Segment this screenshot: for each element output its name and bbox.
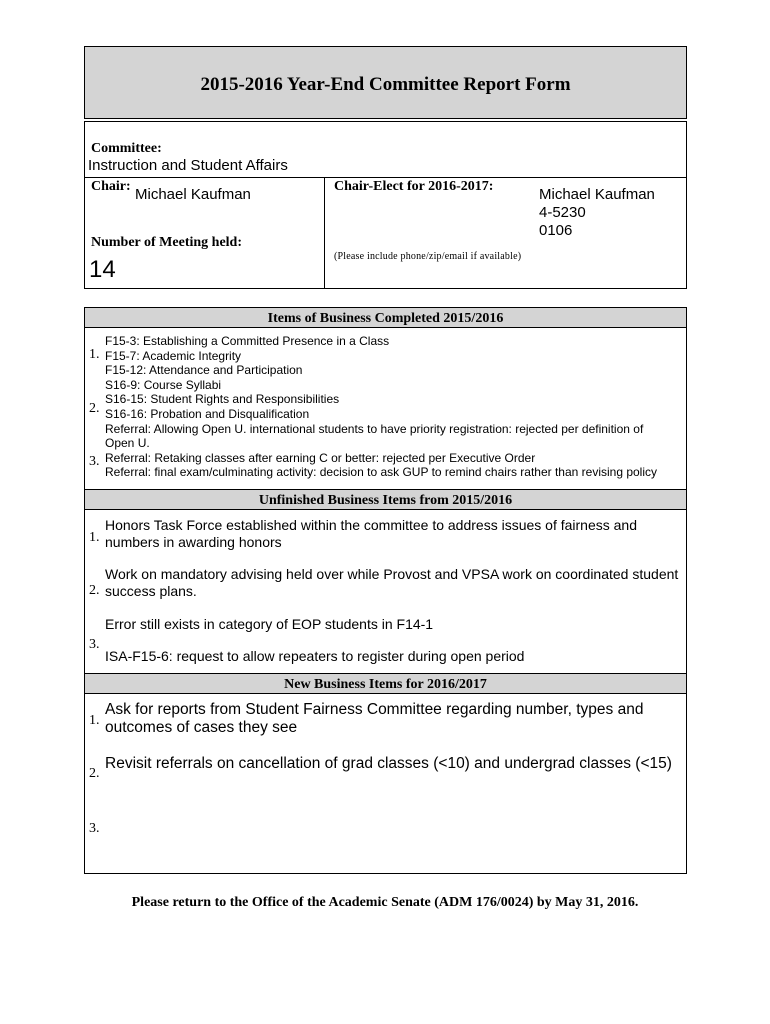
chair-elect-label: Chair-Elect for 2016-2017:: [334, 179, 494, 194]
list-item: Referral: final exam/culminating activity: decision to ask GUP to remind chairs rather than revising policy: [105, 465, 658, 480]
completed-header: Items of Business Completed 2015/2016: [84, 307, 687, 328]
new-number-1: 1.: [89, 713, 100, 728]
list-item: Open U.: [105, 436, 150, 451]
form-title: 2015-2016 Year-End Committee Report Form: [200, 74, 571, 95]
item-line: Ask for reports from Student Fairness Committee regarding number, types and: [105, 701, 644, 718]
unfinished-item-3a: Error still exists in category of EOP students in F14-1: [105, 616, 434, 632]
unfinished-number-2: 2.: [89, 583, 100, 598]
completed-number-1: 1.: [89, 347, 100, 362]
list-item: S16-9: Course Syllabi: [105, 377, 222, 392]
completed-number-3: 3.: [89, 454, 100, 469]
list-item: F15-7: Academic Integrity: [105, 348, 242, 363]
unfinished-header: Unfinished Business Items from 2015/2016: [84, 489, 687, 510]
item-line: success plans.: [105, 583, 197, 599]
completed-number-2: 2.: [89, 401, 100, 416]
list-item: F15-3: Establishing a Committed Presence in a Class: [105, 334, 390, 348]
unfinished-item-3b: ISA-F15-6: request to allow repeaters to register during open period: [105, 648, 525, 664]
chair-elect-name: Michael Kaufman: [539, 186, 655, 203]
new-number-2: 2.: [89, 766, 100, 781]
list-item: F15-12: Attendance and Participation: [105, 363, 303, 378]
completed-list: [105, 334, 685, 480]
new-business-header: New Business Items for 2016/2017: [84, 673, 687, 694]
new-item-1: [105, 701, 643, 737]
chair-label: Chair:: [91, 179, 131, 194]
meetings-label: Number of Meeting held:: [91, 235, 242, 250]
item-line: Work on mandatory advising held over while Provost and VPSA work on coordinated student: [105, 566, 679, 582]
unfinished-number-3: 3.: [89, 637, 100, 652]
list-item: Referral: Retaking classes after earning C or better: rejected per Executive Order: [105, 450, 536, 465]
info-divider-v: [324, 177, 325, 289]
item-line: Honors Task Force established within the committee to address issues of fairness and: [105, 517, 637, 533]
chair-elect-zip: 0106: [539, 222, 573, 239]
item-line: outcomes of cases they see: [105, 719, 298, 736]
info-divider-h: [84, 177, 687, 178]
new-item-2: Revisit referrals on cancellation of grad classes (<10) and undergrad classes (<15): [105, 755, 672, 772]
info-box: [84, 121, 687, 289]
title-box: [84, 46, 687, 119]
list-item: S16-15: Student Rights and Responsibilities: [105, 392, 340, 407]
unfinished-item-2: [105, 566, 678, 600]
item-line: numbers in awarding honors: [105, 534, 282, 550]
chair-value: Michael Kaufman: [135, 186, 251, 203]
unfinished-number-1: 1.: [89, 530, 100, 545]
new-number-3: 3.: [89, 821, 100, 836]
list-item: Referral: Allowing Open U. international students to have priority registration: rejected per definition of: [105, 421, 644, 436]
committee-label: Committee:: [91, 141, 162, 156]
chair-elect-note: (Please include phone/zip/email if available): [334, 251, 522, 262]
meetings-value: 14: [89, 256, 116, 283]
list-item: S16-16: Probation and Disqualification: [105, 406, 310, 421]
footer-note: Please return to the Office of the Academic Senate (ADM 176/0024) by May 31, 2016.: [131, 895, 639, 910]
committee-value: Instruction and Student Affairs: [88, 157, 288, 174]
unfinished-item-1: [105, 517, 637, 551]
chair-elect-phone: 4-5230: [539, 204, 586, 221]
